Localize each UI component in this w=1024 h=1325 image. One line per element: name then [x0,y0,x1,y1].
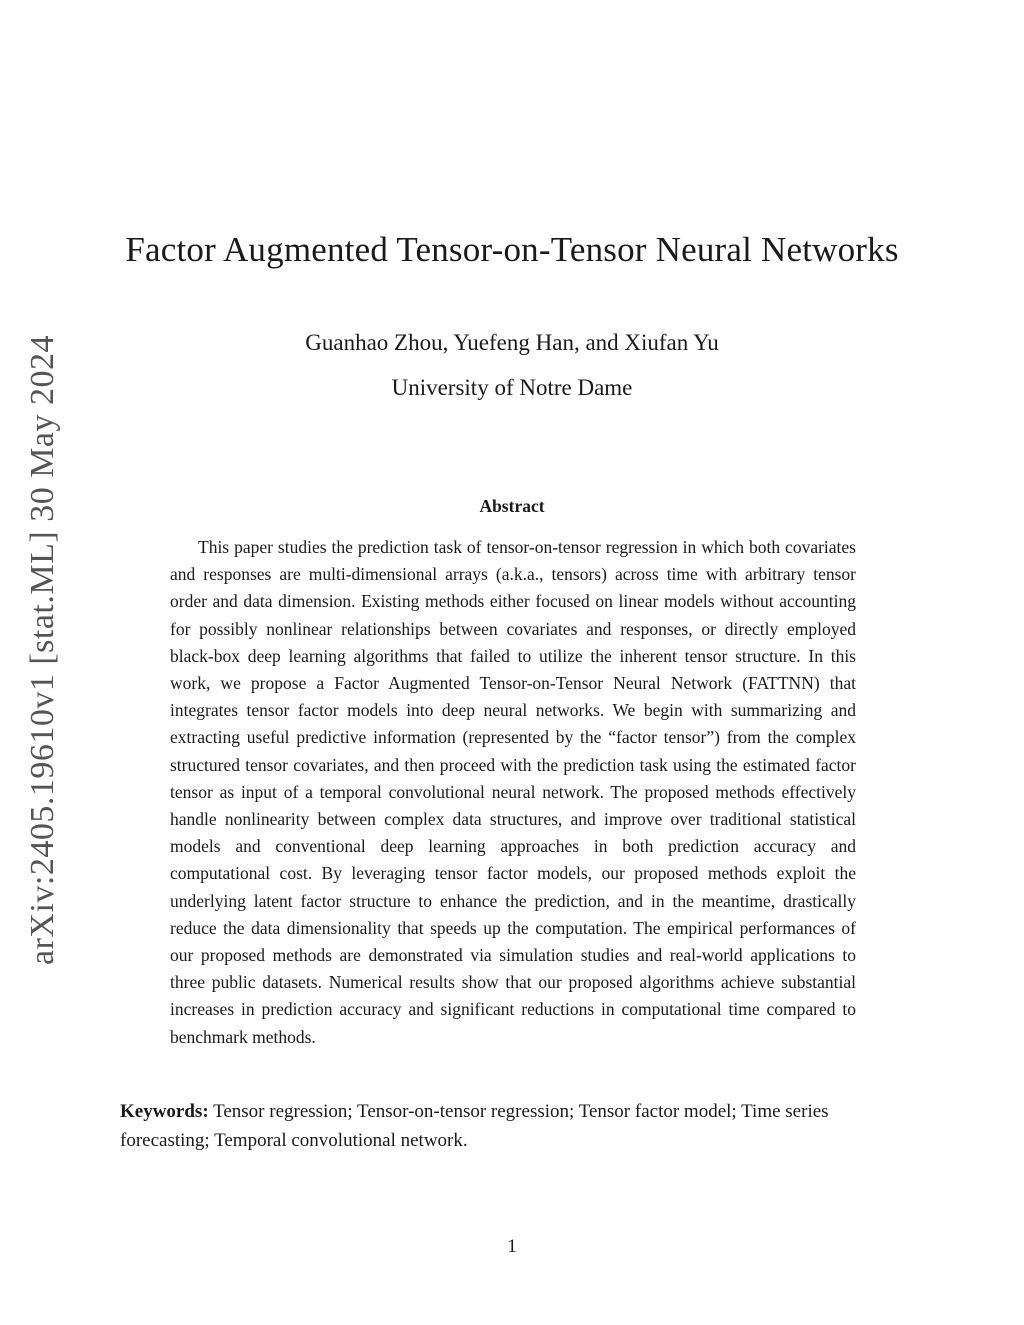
page-number: 1 [507,1236,517,1257]
keywords-section [120,1097,860,1155]
abstract-heading: Abstract [479,496,545,516]
author-affiliation: University of Notre Dame [391,375,633,400]
arxiv-identifier: arXiv:2405.19610v1 [stat.ML] 30 May 2024 [24,334,61,966]
abstract-text: This paper studies the prediction task of tensor-on-tensor regression in which both covariates and responses are multi-dimensional arrays (a.k.a., tensors) across time with arbitrary tensor order and data dimension. Existing methods either focused on linear models without accounting for possibly nonlinear relationships between covariates and responses, or directly employed black-box deep learning algorithms that failed to utilize the inherent tensor structure. In this work, we propose a Factor Augmented Tensor-on-Tensor Neural Network (FATTNN) that integrates tensor factor models into deep neural networks. We begin with summarizing and extracting useful predictive information (represented by the “factor tensor”) from the complex structured tensor covariates, and then proceed with the prediction task using the estimated factor tensor as input of a temporal convolutional neural network. The proposed methods effectively handle nonlinearity between complex data structures, and improve over traditional statistical models and conventional deep learning approaches in both prediction accuracy and computational cost. By leveraging tensor factor models, our proposed methods exploit the underlying latent factor structure to enhance the prediction, and in the meantime, drastically reduce the data dimensionality that speeds up the computation. The empirical performances of our proposed methods are demonstrated via simulation studies and real-world applications to three public datasets. Numerical results show that our proposed algorithms achieve substantial increases in prediction accuracy and significant reductions in computational time compared to benchmark methods. [170,537,856,1047]
paper-title: Factor Augmented Tensor-on-Tensor Neural Networks [125,230,899,269]
keywords-label: Keywords: [120,1101,209,1122]
author-list: Guanhao Zhou, Yuefeng Han, and Xiufan Yu [305,330,719,355]
keywords-text: Tensor regression; Tensor-on-tensor regression; Tensor factor model; Time series forecasting; Temporal convolutional network. [120,1101,829,1151]
